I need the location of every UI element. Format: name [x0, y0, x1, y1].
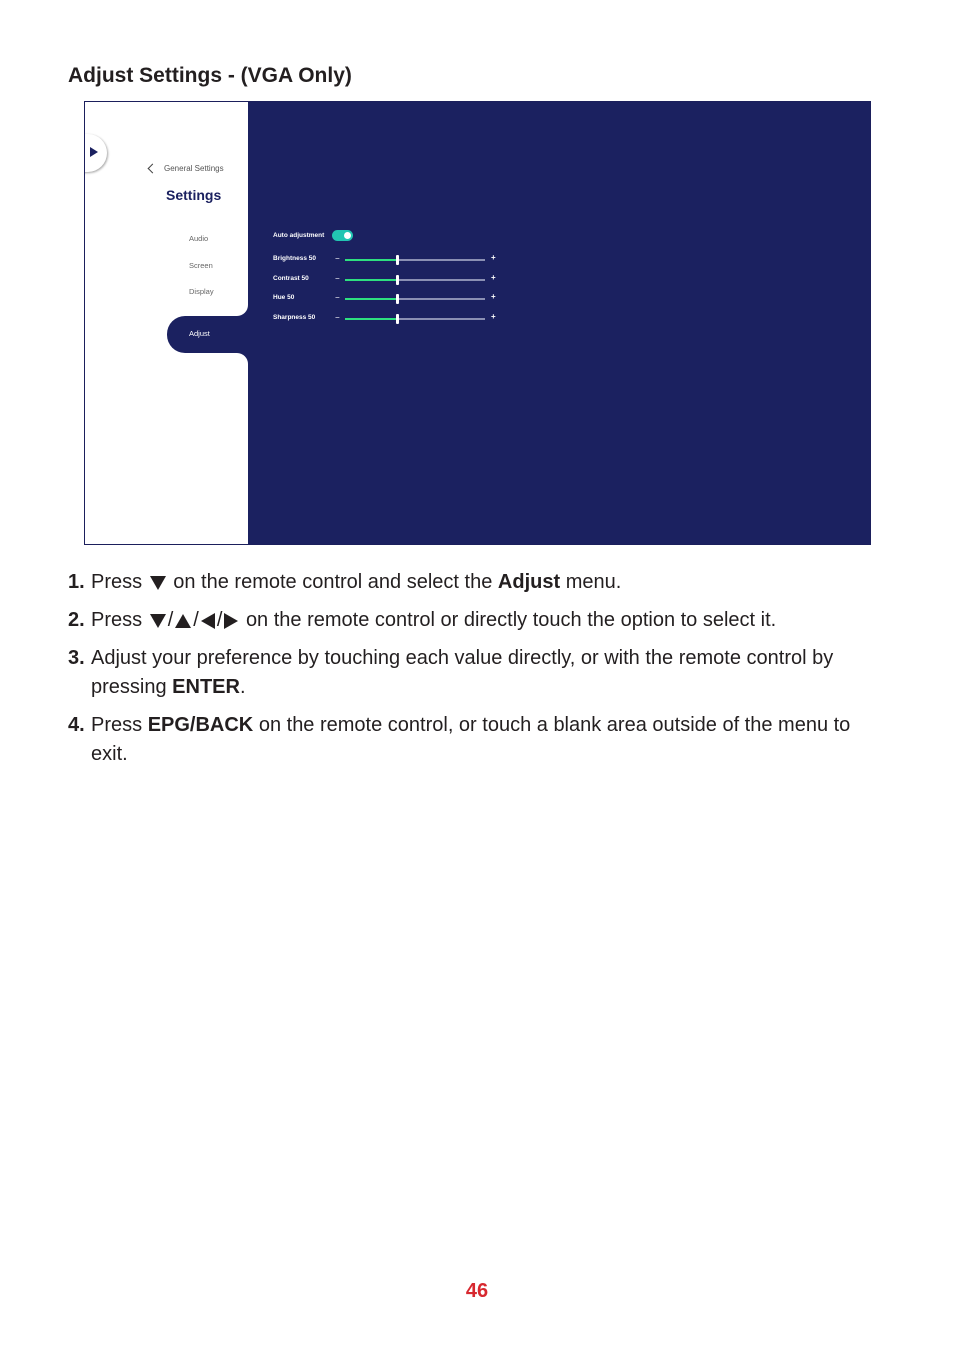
menu-item-adjust-label: Adjust	[189, 329, 210, 338]
slider-thumb[interactable]	[396, 314, 399, 324]
menu-item-adjust[interactable]	[167, 316, 257, 353]
arrow-right-icon	[224, 613, 238, 629]
step-text: on the remote control, or touch a blank area outside of the menu to exit.	[91, 714, 851, 765]
settings-title: Settings	[166, 187, 222, 203]
increase-button[interactable]: +	[491, 273, 496, 282]
menu-item-screen[interactable]: Screen	[189, 261, 213, 270]
section-heading: Adjust Settings - (VGA Only)	[68, 64, 352, 87]
step-text: Adjust your preference by touching each value directly, or with the remote control by pressing	[91, 647, 834, 698]
slider-track[interactable]	[345, 298, 485, 300]
increase-button[interactable]: +	[491, 253, 496, 262]
back-button[interactable]	[149, 164, 224, 173]
step-text: on the remote control or directly touch the option to select it.	[245, 609, 777, 631]
expand-tab[interactable]	[84, 134, 107, 172]
play-icon	[90, 147, 98, 157]
step-1	[68, 568, 888, 597]
back-label: General Settings	[164, 164, 224, 173]
settings-screenshot	[84, 101, 871, 545]
page-number: 46	[465, 1280, 489, 1302]
decrease-button[interactable]: −	[335, 274, 340, 283]
slider-label: Contrast 50	[273, 275, 309, 282]
slider-fill	[345, 279, 397, 281]
step-text: on the remote control and select the	[173, 571, 493, 593]
step-text: menu.	[565, 571, 622, 593]
instruction-steps	[68, 568, 888, 778]
step-3	[68, 644, 888, 702]
menu-curve	[237, 353, 248, 364]
slider-label: Hue 50	[273, 294, 295, 301]
slider-thumb[interactable]	[396, 255, 399, 265]
separator: /	[216, 609, 223, 631]
slider-fill	[345, 298, 397, 300]
step-text: Press	[91, 714, 143, 736]
step-text: .	[239, 676, 246, 698]
menu-item-audio[interactable]: Audio	[189, 234, 209, 243]
decrease-button[interactable]: −	[335, 293, 340, 302]
arrow-down-icon	[150, 576, 166, 590]
slider-label: Brightness 50	[273, 255, 316, 262]
menu-curve	[237, 305, 248, 316]
slider-thumb[interactable]	[396, 275, 399, 285]
step-bold: Adjust	[497, 571, 561, 593]
step-2	[68, 606, 888, 635]
decrease-button[interactable]: −	[335, 313, 340, 322]
step-number: 4.	[68, 714, 85, 736]
slider-fill	[345, 259, 397, 261]
toggle-knob	[344, 232, 351, 239]
step-number: 2.	[68, 609, 85, 631]
auto-adjustment-label: Auto adjustment	[273, 232, 325, 239]
auto-adjustment-row	[273, 230, 353, 241]
separator: /	[167, 609, 174, 631]
arrow-down-icon	[150, 614, 166, 628]
step-bold: ENTER	[172, 676, 240, 698]
step-bold: EPG/BACK	[147, 714, 254, 736]
increase-button[interactable]: +	[491, 312, 496, 321]
slider-track[interactable]	[345, 259, 485, 261]
step-text: Press	[91, 571, 143, 593]
auto-adjustment-toggle[interactable]	[332, 230, 353, 241]
step-text: Press	[91, 609, 143, 631]
menu-item-display[interactable]: Display	[189, 287, 214, 296]
step-number: 1.	[68, 571, 85, 593]
arrow-up-icon	[175, 614, 191, 628]
step-4	[68, 711, 888, 769]
slider-label: Sharpness 50	[273, 314, 316, 321]
slider-fill	[345, 318, 397, 320]
step-number: 3.	[68, 647, 85, 669]
slider-thumb[interactable]	[396, 294, 399, 304]
slider-track[interactable]	[345, 318, 485, 320]
arrow-left-icon	[201, 613, 215, 629]
chevron-left-icon	[148, 164, 158, 174]
decrease-button[interactable]: −	[335, 254, 340, 263]
increase-button[interactable]: +	[491, 292, 496, 301]
separator: /	[193, 609, 199, 631]
slider-track[interactable]	[345, 279, 485, 281]
